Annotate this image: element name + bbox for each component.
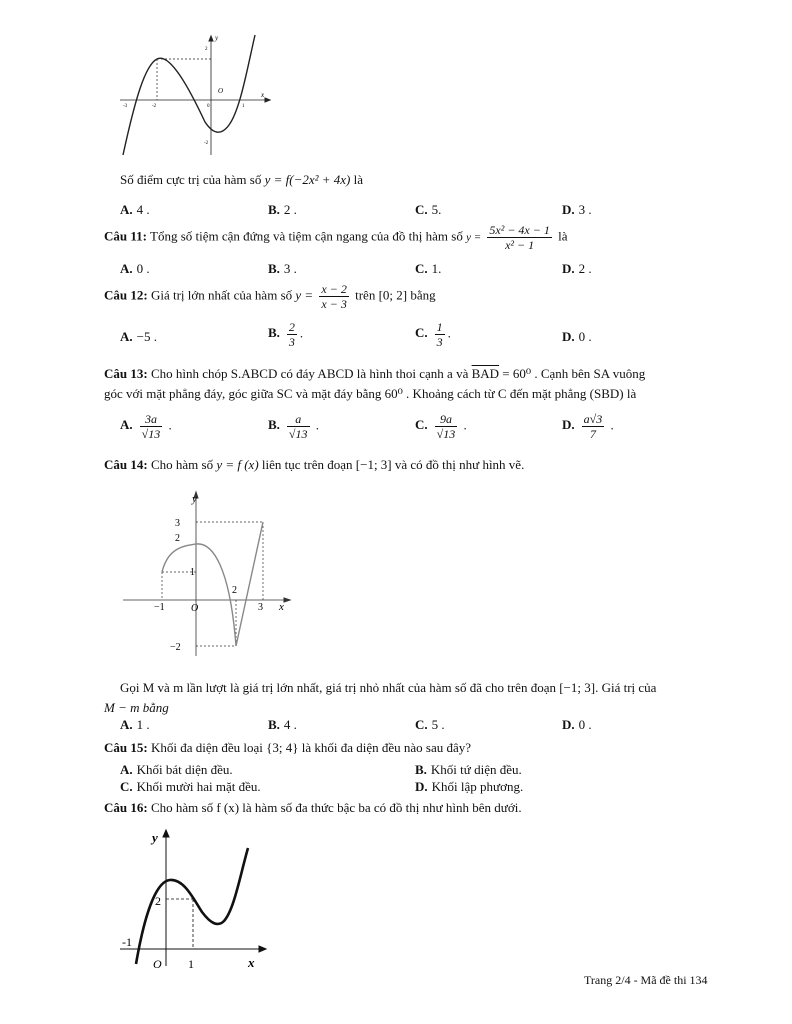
q14-option-a[interactable]: A. 1 . — [120, 717, 150, 732]
g1-ym2: -2 — [204, 141, 209, 146]
g14-x3: 3 — [258, 602, 263, 613]
g16-y: y — [152, 830, 158, 845]
q13-option-c[interactable]: C. $\frac{9a}{√13}$ . — [415, 412, 467, 441]
q15-stem: Câu 15: Khối đa diện đều loại {3; 4} là khối đa diện đều nào sau đây? — [104, 740, 472, 755]
g14-y2: 2 — [175, 533, 180, 544]
g1-xm2: -2 — [152, 104, 157, 109]
q13-option-a[interactable]: A. $\frac{3a}{√13}$ . — [120, 412, 172, 441]
q15-option-c[interactable]: C. Khối mười hai mặt đều. — [120, 779, 261, 794]
q10-option-b[interactable]: B. 2 . — [268, 202, 297, 217]
q14-para2: M − m bằng — [104, 700, 169, 715]
g1-x0: 0 — [207, 104, 210, 109]
g14-x2: 2 — [232, 585, 237, 596]
q12-option-c[interactable]: C. $\frac{1}{3}$ . — [415, 320, 451, 349]
q10-stem: Số điểm cực trị của hàm số y = f(−2x² + 4x) là — [120, 172, 364, 187]
q10-option-d[interactable]: D. 3 . — [562, 202, 592, 217]
q15-option-d[interactable]: D. Khối lập phương. — [415, 779, 524, 794]
g14-x: x — [279, 601, 284, 613]
g16-x1: 1 — [188, 957, 194, 971]
g1-y: y — [215, 34, 219, 42]
q14-option-c[interactable]: C. 5 . — [415, 717, 445, 732]
g1-xm3: -3 — [123, 104, 128, 109]
g14-xm1: −1 — [154, 602, 165, 613]
q15-option-a[interactable]: A. Khối bát diện đều. — [120, 762, 233, 777]
g16-o: O — [153, 957, 162, 971]
q13-option-d[interactable]: D. $\frac{a√3}{7}$ . — [562, 412, 614, 441]
g14-y1: 1 — [190, 567, 195, 578]
q12-option-d[interactable]: D. 0 . — [562, 329, 592, 344]
g14-ym2: −2 — [170, 642, 181, 653]
q16-stem: Câu 16: Cho hàm số f (x) là hàm số đa thức bậc ba có đồ thị như hình bên dưới. — [104, 800, 522, 815]
q15-option-b[interactable]: B. Khối tứ diện đều. — [415, 762, 522, 777]
q14-option-b[interactable]: B. 4 . — [268, 717, 297, 732]
g1-x1: 1 — [242, 104, 245, 109]
q12-stem: Câu 12: Giá trị lớn nhất của hàm số y = $\frac{x - 2}{x - 3}$ trên [0; 2] bằng — [104, 282, 436, 311]
q11-option-a[interactable]: A. 0 . — [120, 261, 150, 276]
q11-option-c[interactable]: C. 1. — [415, 261, 442, 276]
q10-option-c[interactable]: C. 5. — [415, 202, 442, 217]
graph-q16 — [118, 826, 268, 974]
g16-xm1: -1 — [122, 935, 132, 949]
graph-q14 — [118, 488, 298, 660]
q14-para1: Gọi M và m lần lượt là giá trị lớn nhất, giá trị nhỏ nhất của hàm số đã cho trên đoạn [−1; 3]. Giá trị của — [120, 680, 657, 695]
q10-option-a[interactable]: A. 4 . — [120, 202, 150, 217]
g14-y3: 3 — [175, 518, 180, 529]
g14-o: O — [191, 603, 199, 614]
q12-option-b[interactable]: B. $\frac{2}{3}$ . — [268, 320, 304, 349]
g1-x: x — [261, 91, 265, 99]
g1-o: O — [218, 87, 224, 95]
q14-stem: Câu 14: Cho hàm số y = f (x) liên tục trên đoạn [−1; 3] và có đồ thị như hình vẽ. — [104, 457, 525, 472]
q11-option-d[interactable]: D. 2 . — [562, 261, 592, 276]
g16-x: x — [248, 955, 255, 970]
q13-option-b[interactable]: B. $\frac{a}{√13}$ . — [268, 412, 320, 441]
g16-y2: 2 — [155, 894, 161, 908]
q11-option-b[interactable]: B. 3 . — [268, 261, 297, 276]
q13-line1: Câu 13: Cho hình chóp S.ABCD có đáy ABCD là hình thoi cạnh a và $\overline{BAD} = 60^0$ . Cạnh bên SA vuông — [104, 366, 646, 381]
g14-y: y — [192, 493, 197, 505]
graph-q10 — [115, 30, 275, 158]
g1-y2: 2 — [205, 47, 208, 52]
q14-option-d[interactable]: D. 0 . — [562, 717, 592, 732]
q12-option-a[interactable]: A. −5 . — [120, 329, 157, 344]
page-footer: Trang 2/4 - Mã đề thi 134 — [584, 973, 708, 987]
q13-line2: góc với mặt phẳng đáy, góc giữa SC và mặt đáy bằng 60⁰ . Khoảng cách từ C đến mặt phẳng (SBD) là — [104, 386, 637, 401]
q11-stem: Câu 11: Tổng số tiệm cận đứng và tiệm cận ngang của đồ thị hàm số y = $\frac{\text{5x² − 4x − 1}}{\text{x² − 1}}$ là — [104, 223, 568, 252]
